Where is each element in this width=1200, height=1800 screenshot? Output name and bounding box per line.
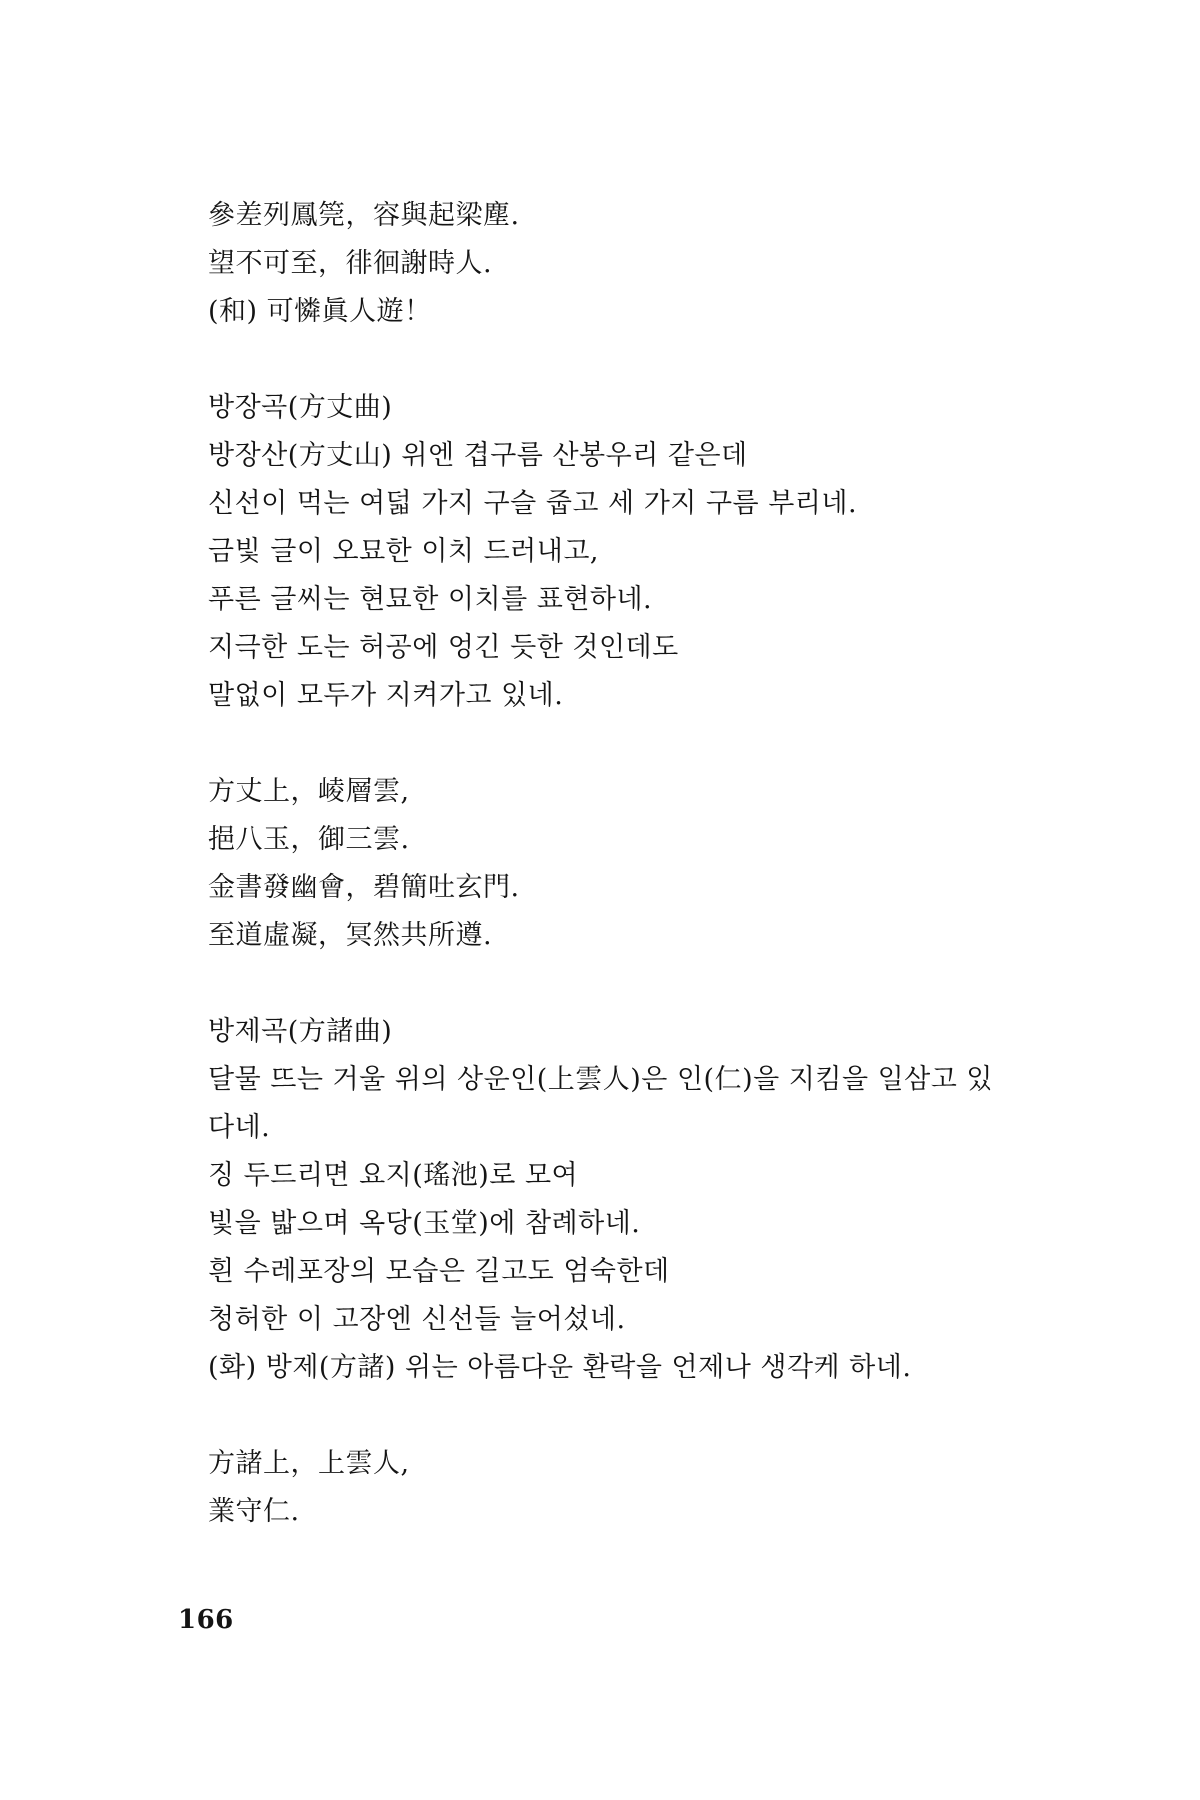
translation-line: 신선이 먹는 여덟 가지 구슬 줍고 세 가지 구름 부리네. xyxy=(208,488,858,519)
translation-line: (화) 방제(方諸) 위는 아름다운 환락을 언제나 생각케 하네. xyxy=(208,1352,912,1383)
translation-line: 금빛 글이 오묘한 이치 드러내고, xyxy=(208,536,599,567)
translation-line: 말없이 모두가 지켜가고 있네. xyxy=(208,680,564,711)
translation-line: 다네. xyxy=(208,1112,271,1143)
stanza-gap xyxy=(208,720,1068,768)
stanza-gap xyxy=(208,960,1068,1008)
translation-line: 흰 수레포장의 모습은 길고도 엄숙한데 xyxy=(208,1256,670,1287)
translation-line: 방장산(方丈山) 위엔 겹구름 산봉우리 같은데 xyxy=(208,440,748,471)
verse-line: 望不可至，徘徊謝時人. xyxy=(208,248,493,279)
verse-line: 至道虛凝，冥然共所遵. xyxy=(208,920,493,951)
verse-line: 挹八玉，御三雲. xyxy=(208,824,410,855)
verse-line: 業守仁. xyxy=(208,1496,300,1527)
translation-line: 지극한 도는 허공에 엉긴 듯한 것인데도 xyxy=(208,632,679,663)
verse-line: 方諸上，上雲人, xyxy=(208,1448,410,1479)
translation-line: 푸른 글씨는 현묘한 이치를 표현하네. xyxy=(208,584,653,615)
verse-line: 參差列鳳筦，容與起梁塵. xyxy=(208,200,520,231)
page-body xyxy=(208,192,1068,1536)
translation-line: 빛을 밟으며 옥당(玉堂)에 참례하네. xyxy=(208,1208,641,1239)
verse-line: (和) 可憐眞人遊！ xyxy=(208,296,432,327)
translation-line: 달물 뜨는 거울 위의 상운인(上雲人)은 인(仁)을 지킴을 일삼고 있 xyxy=(208,1064,994,1095)
translation-line: 청허한 이 고장엔 신선들 늘어섰네. xyxy=(208,1304,626,1335)
stanza-gap xyxy=(208,1392,1068,1440)
stanza-gap xyxy=(208,336,1068,384)
verse-line: 金書發幽會，碧簡吐玄門. xyxy=(208,872,520,903)
verse-line: 方丈上，崚層雲, xyxy=(208,776,410,807)
poem-heading: 방장곡(方丈曲) xyxy=(208,392,393,423)
poem-heading: 방제곡(方諸曲) xyxy=(208,1016,393,1047)
translation-line: 징 두드리면 요지(瑤池)로 모여 xyxy=(208,1160,579,1191)
page-number: 166 xyxy=(178,1605,234,1635)
